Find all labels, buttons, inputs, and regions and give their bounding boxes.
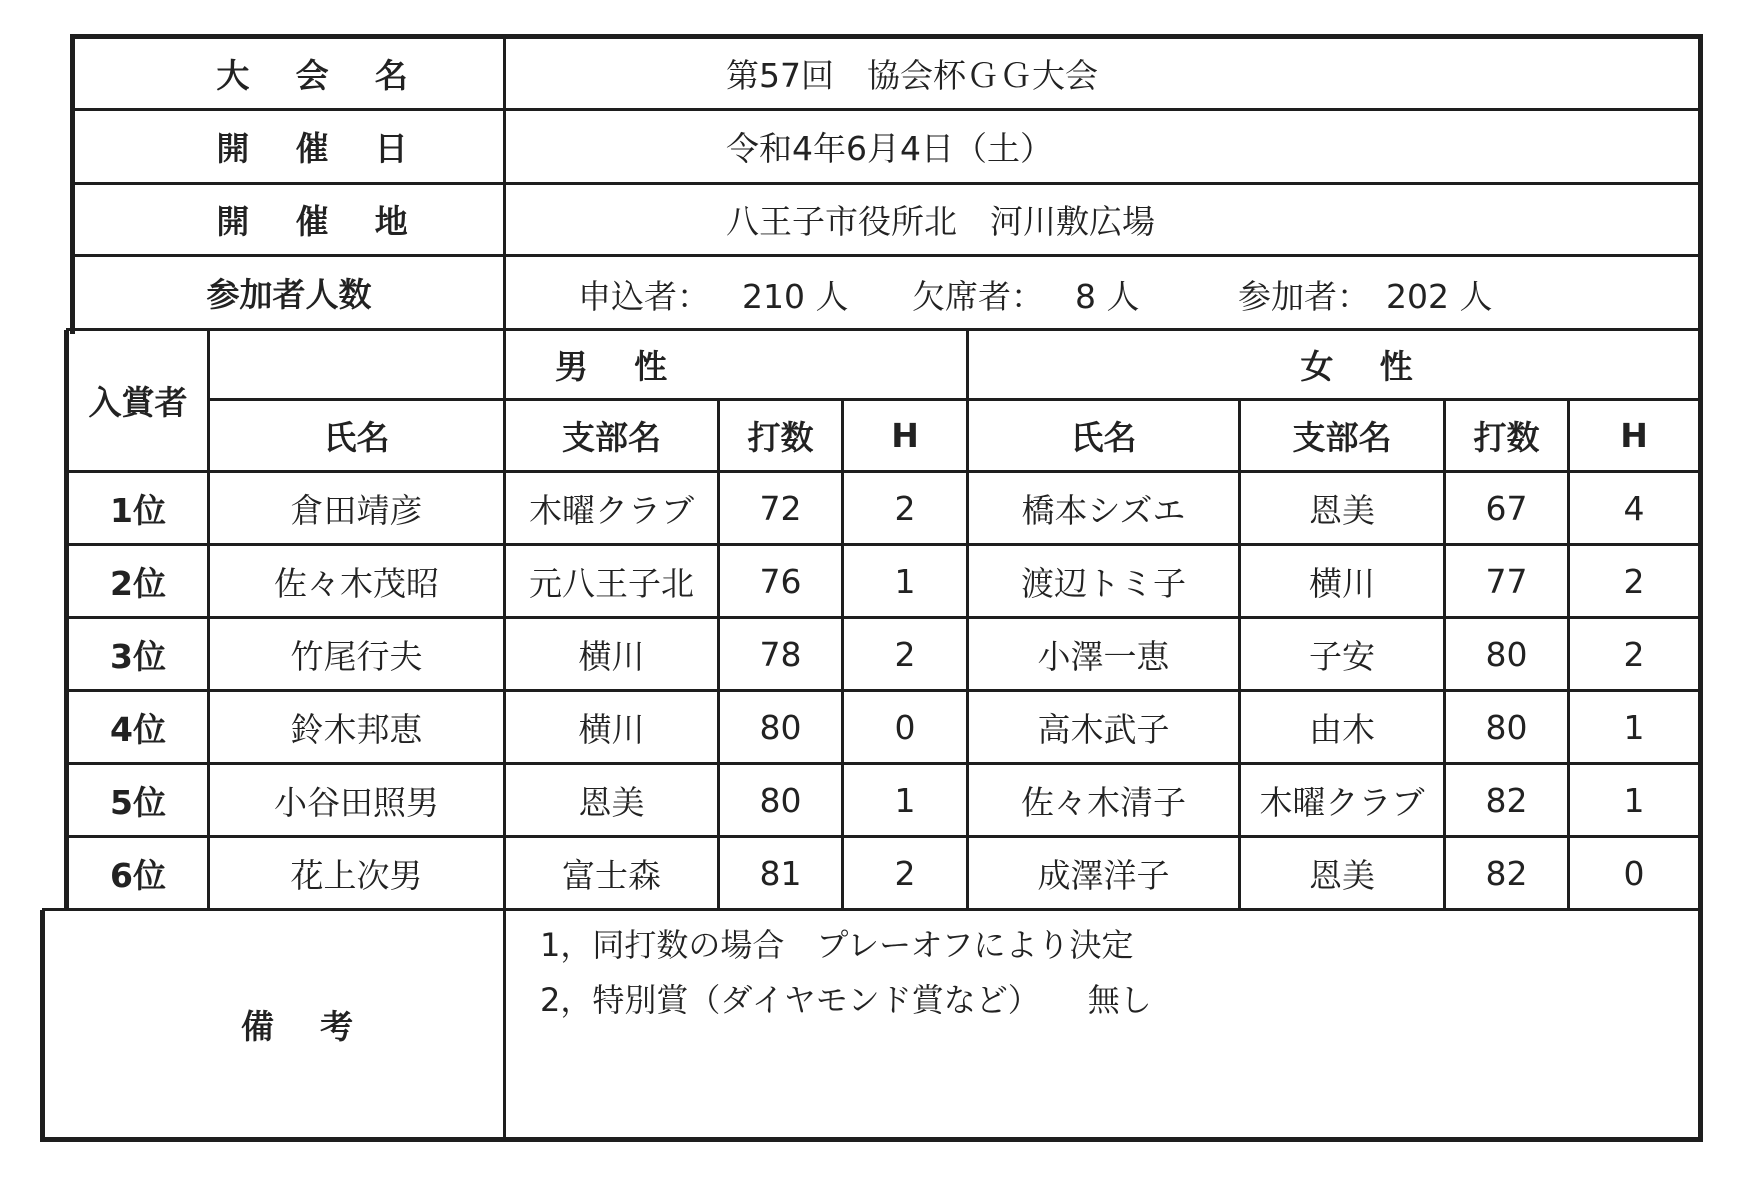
men-strokes-header: 打数: [747, 418, 814, 457]
men-branch-cell: 木曜クラブ: [529, 490, 694, 530]
women-strokes-cell: 80: [1485, 634, 1528, 674]
men-strokes-cell: 80: [759, 780, 802, 820]
date-label: 開催日: [216, 129, 454, 168]
women-strokes-header: 打数: [1473, 418, 1540, 457]
men-branch-cell: 横川: [578, 709, 645, 749]
applied-label: 申込者：: [578, 276, 710, 316]
men-strokes-cell: 81: [759, 853, 802, 893]
men-name-cell: 倉田靖彦: [290, 490, 423, 530]
men-name-cell: 佐々木茂昭: [274, 563, 439, 603]
men-strokes-cell: 72: [759, 488, 802, 528]
winners-label: 入賞者: [88, 383, 188, 422]
women-branch-cell: 恩美: [1309, 855, 1375, 895]
women-branch-cell: 横川: [1309, 563, 1375, 603]
women-name-cell: 佐々木清子: [1021, 782, 1186, 822]
women-name-cell: 渡辺トミ子: [1021, 563, 1186, 603]
men-branch-cell: 元八王子北: [529, 563, 694, 603]
women-branch-cell: 恩美: [1309, 490, 1375, 530]
men-strokes-cell: 76: [759, 561, 802, 601]
women-branch-cell: 由木: [1309, 709, 1375, 749]
men-h-cell: 1: [894, 780, 916, 820]
women-name-header: 氏名: [1070, 418, 1137, 457]
border-bottom: [40, 1137, 1703, 1142]
women-strokes-cell: 67: [1485, 488, 1528, 528]
men-h-header: H: [891, 416, 919, 455]
women-strokes-cell: 82: [1485, 780, 1528, 820]
rank-cell: 1位: [110, 490, 166, 530]
men-h-cell: 2: [894, 488, 916, 528]
men-h-cell: 2: [894, 853, 916, 893]
women-name-cell: 小澤一恵: [1037, 636, 1170, 676]
women-h-cell: 1: [1623, 780, 1645, 820]
women-h-cell: 2: [1623, 561, 1645, 601]
women-h-header: H: [1620, 416, 1648, 455]
men-branch-cell: 富士森: [562, 855, 661, 895]
men-strokes-cell: 78: [759, 634, 802, 674]
men-name-cell: 小谷田照男: [274, 782, 439, 822]
men-h-cell: 2: [894, 634, 916, 674]
men-name-cell: 竹尾行夫: [290, 636, 423, 676]
absent-label: 欠席者：: [912, 276, 1044, 316]
women-h-cell: 2: [1623, 634, 1645, 674]
event-venue: 八王子市役所北 河川敷広場: [726, 202, 1155, 241]
men-h-cell: 0: [894, 707, 916, 747]
women-name-cell: 橋本シズエ: [1021, 490, 1186, 530]
rank-cell: 3位: [110, 636, 166, 676]
absent-count: 8 人: [1075, 276, 1140, 316]
women-h-cell: 1: [1623, 707, 1645, 747]
women-h-cell: 4: [1623, 488, 1645, 528]
venue-label: 開催地: [216, 202, 454, 241]
men-name-header: 氏名: [323, 418, 390, 457]
women-h-cell: 0: [1623, 853, 1645, 893]
remark-line-2: 2，特別賞（ダイヤモンド賞など） 無し: [540, 981, 1152, 1019]
women-strokes-cell: 82: [1485, 853, 1528, 893]
women-strokes-cell: 77: [1485, 561, 1528, 601]
women-branch-cell: 子安: [1309, 636, 1375, 676]
rank-cell: 5位: [110, 782, 166, 822]
attended-label: 参加者：: [1238, 276, 1370, 316]
remark-line-1: 1，同打数の場合 プレーオフにより決定: [540, 926, 1134, 964]
border-right: [1698, 34, 1703, 1142]
women-name-cell: 成澤洋子: [1037, 855, 1170, 895]
rank-cell: 6位: [110, 855, 166, 895]
men-branch-cell: 恩美: [578, 782, 645, 822]
men-strokes-cell: 80: [759, 707, 802, 747]
men-branch-cell: 横川: [578, 636, 645, 676]
men-name-cell: 鈴木邦恵: [290, 709, 423, 749]
women-branch-cell: 木曜クラブ: [1259, 782, 1425, 822]
attended-count: 202 人: [1386, 276, 1493, 316]
rank-cell: 4位: [110, 709, 166, 749]
men-header: 男性: [554, 347, 714, 386]
rank-cell: 2位: [110, 563, 166, 603]
tournament-name: 第57回 協会杯ＧＧ大会: [726, 55, 1098, 95]
women-branch-header: 支部名: [1292, 418, 1392, 457]
remarks-label: 備考: [240, 1006, 400, 1046]
men-h-cell: 1: [894, 561, 916, 601]
participants-label: 参加者人数: [206, 275, 372, 314]
men-branch-header: 支部名: [562, 418, 661, 457]
women-strokes-cell: 80: [1485, 707, 1528, 747]
women-header: 女性: [1300, 347, 1459, 386]
tournament-label: 大会名: [216, 55, 454, 95]
men-name-cell: 花上次男: [290, 855, 423, 895]
women-name-cell: 高木武子: [1037, 709, 1170, 749]
applied-count: 210 人: [742, 276, 849, 316]
event-date: 令和4年6月4日（土）: [726, 129, 1053, 168]
